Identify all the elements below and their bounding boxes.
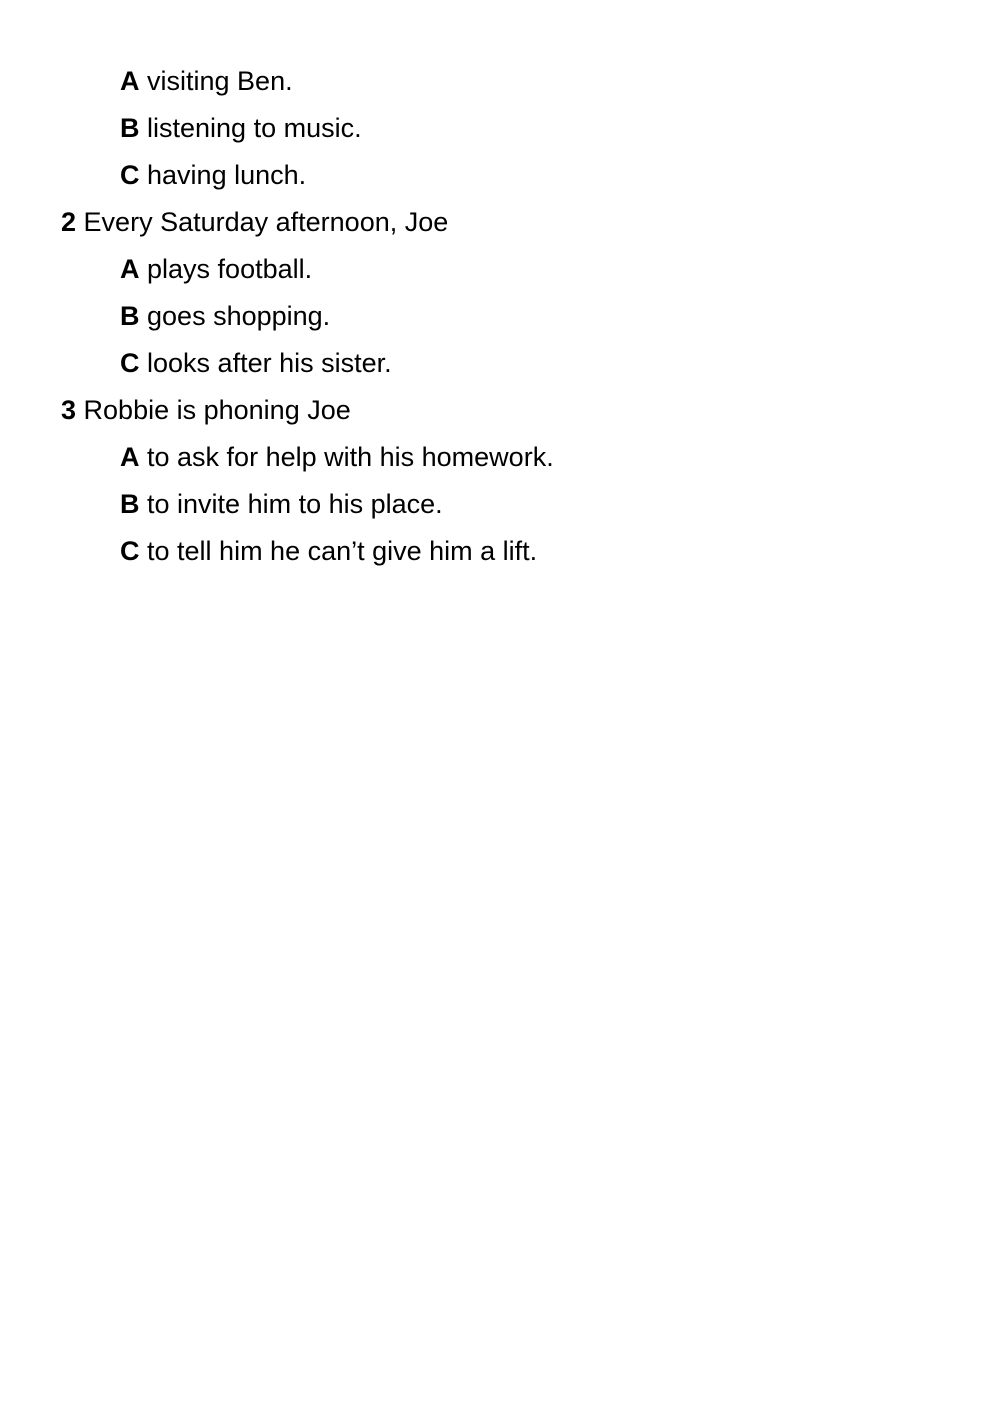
q3-option-a [120, 440, 554, 474]
option-letter: B [120, 113, 140, 143]
q2-option-c [120, 346, 392, 380]
q2-option-a [120, 252, 312, 286]
q2-stem [61, 205, 448, 239]
option-letter: A [120, 66, 140, 96]
option-text: to invite him to his place. [147, 489, 443, 519]
q3-option-c [120, 534, 537, 568]
option-text: looks after his sister. [147, 348, 392, 378]
option-text: visiting Ben. [147, 66, 293, 96]
option-letter: B [120, 489, 140, 519]
option-letter: C [120, 160, 140, 190]
option-text: to ask for help with his homework. [147, 442, 554, 472]
option-text: plays football. [147, 254, 313, 284]
option-text: listening to music. [147, 113, 362, 143]
option-text: goes shopping. [147, 301, 331, 331]
q3-stem [61, 393, 351, 427]
option-letter: C [120, 348, 140, 378]
question-number: 2 [61, 207, 77, 237]
q3-option-b [120, 487, 443, 521]
q1-option-b [120, 111, 362, 145]
q2-option-b [120, 299, 330, 333]
question-text: Robbie is phoning Joe [83, 395, 351, 425]
q1-option-c [120, 158, 306, 192]
question-text: Every Saturday afternoon, Joe [83, 207, 449, 237]
option-letter: C [120, 536, 140, 566]
option-letter: A [120, 254, 140, 284]
option-letter: A [120, 442, 140, 472]
option-text: having lunch. [147, 160, 307, 190]
q1-option-a [120, 64, 293, 98]
option-text: to tell him he can’t give him a lift. [147, 536, 538, 566]
question-number: 3 [61, 395, 77, 425]
option-letter: B [120, 301, 140, 331]
